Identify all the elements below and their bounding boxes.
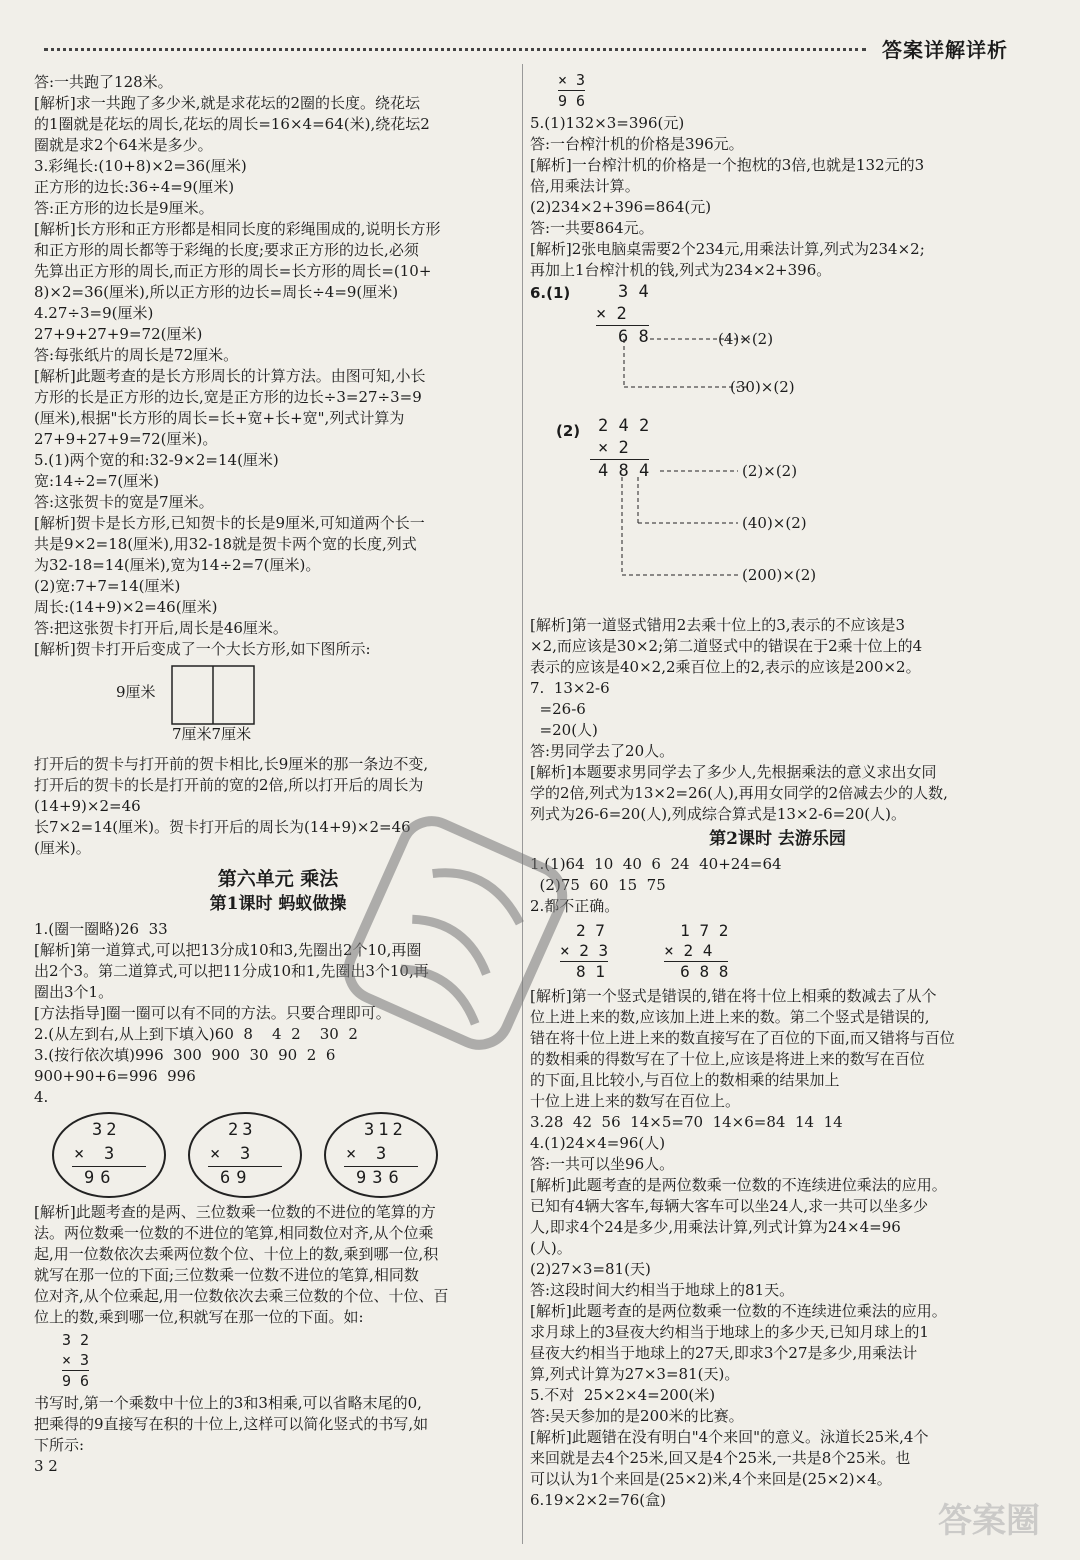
- left-d-line: 位对齐,从个位乘起,用一位数依次去乘三位数的个位、十位、百: [34, 1287, 449, 1305]
- left-a-line: 方形的长是正方形的边长,宽是正方形的边长÷3=27÷3=9: [34, 388, 422, 406]
- q2-v1-result: 8 1: [560, 961, 608, 982]
- q6-v2-mul: × 2: [598, 438, 629, 458]
- left-c-line: [解析]第一道算式,可以把13分成10和3,先圈出2个10,再圈: [34, 941, 422, 959]
- left-c-line: [方法指导]圈一圈可以有不同的方法。只要合理即可。: [34, 1004, 391, 1022]
- example-mul: × 3: [62, 1351, 90, 1369]
- right-b-line: =26-6: [530, 700, 586, 718]
- card-height-label: 9厘米: [116, 683, 156, 701]
- right-a-line: [解析]2张电脑桌需要2个234元,用乘法计算,列式为234×2;: [530, 240, 925, 258]
- q6-v1-top: 3 4: [618, 282, 649, 302]
- right-b-line: 学的2倍,列式为13×2=26(人),再用女同学的2倍减去少的人数,: [530, 784, 948, 802]
- unit-title: 第六单元 乘法: [217, 868, 339, 890]
- right-d-line: 求月球上的3昼夜大约相当于地球上的多少天,已知月球上的1: [530, 1323, 929, 1341]
- q6-ann-2a: (2)×(2): [742, 462, 798, 480]
- right-b-line: =20(人): [530, 721, 598, 739]
- left-block-a: [34, 72, 522, 660]
- right-d-line: 昼夜大约相当于地球上的27天,即求3个27是多少,用乘法计: [530, 1344, 918, 1362]
- left-b-line: 打开后的贺卡的长是打开前的宽的2倍,所以打开后的周长为(14+9)×2=46: [34, 776, 424, 815]
- right-d-line: 5.不对 25×2×4=200(米): [530, 1386, 716, 1404]
- right-block-d: [530, 986, 1025, 1511]
- right-b-line: 答:男同学去了20人。: [530, 742, 675, 760]
- right-d-line: [解析]第一个竖式是错误的,错在将十位上相乘的数减去了从个: [530, 987, 937, 1005]
- left-a-line: 正方形的边长:36÷4=9(厘米): [34, 178, 235, 196]
- right-d-line: 可以认为1个来回是(25×2)米,4个来回是(25×2)×4。: [530, 1470, 892, 1488]
- q2-v1-top: 2 7: [576, 921, 605, 940]
- circle-result: 69: [220, 1168, 253, 1188]
- right-a-line: [解析]一台榨汁机的价格是一个抱枕的3倍,也就是132元的3: [530, 156, 925, 174]
- example-vertical-calc: [62, 1330, 522, 1391]
- q2-v2-mul: × 2 4: [664, 941, 713, 960]
- left-a-line: [解析]贺卡打开后变成了一个大长方形,如下图所示:: [34, 640, 371, 658]
- left-c-line: 900+90+6=996 996: [34, 1067, 196, 1085]
- right-d-line: 6.19×2×2=76(盒): [530, 1491, 666, 1509]
- q6-v1-mul: × 2: [596, 304, 627, 324]
- left-a-line: [解析]长方形和正方形都是相同长度的彩绳围成的,说明长方形: [34, 220, 441, 238]
- left-a-line: 4.27÷3=9(厘米): [34, 304, 154, 322]
- circle-top: 312: [364, 1120, 407, 1140]
- circle-top: 23: [228, 1120, 257, 1140]
- right-a-line: (2)234×2+396=864(元): [530, 198, 712, 216]
- q6-label-2: (2): [556, 422, 581, 440]
- q6-ann-1a: (4)×(2): [718, 330, 774, 348]
- left-c-line: 4.: [34, 1088, 49, 1106]
- right-d-line: 位上进上来的数,应该加上进上来的数。第二个竖式是错误的,: [530, 1008, 930, 1026]
- left-a-line: 8)×2=36(厘米),所以正方形的边长=周长÷4=9(厘米): [34, 283, 399, 301]
- right-d-line: 的下面,且比较小,与百位上的数相乘的结果加上: [530, 1071, 840, 1089]
- right-a-line: 5.(1)132×3=396(元): [530, 114, 685, 132]
- corner-logo: 答案圈: [938, 1501, 1040, 1541]
- q6-label-1: 6.(1): [530, 284, 571, 302]
- circle-result: 936: [356, 1168, 405, 1188]
- left-c-line: 2.(从左到右,从上到下填入)60 8 4 2 30 2: [34, 1025, 358, 1043]
- left-e-line: 3 2: [34, 1457, 58, 1475]
- right-d-line: 的数相乘的得数写在了十位上,应该是将进上来的数写在百位: [530, 1050, 925, 1068]
- left-a-line: [解析]贺卡是长方形,已知贺卡的长是9厘米,可知道两个长一: [34, 514, 425, 532]
- left-d-line: 位上的数,乘到哪一位,积就写在那一位的下面。如:: [34, 1308, 364, 1326]
- right-block-b: [530, 615, 1025, 825]
- left-a-line: 3.彩绳长:(10+8)×2=36(厘米): [34, 157, 247, 175]
- right-d-line: 十位上进上来的数写在百位上。: [530, 1092, 741, 1110]
- example-result: 9 6: [62, 1372, 90, 1390]
- circle-top: 32: [92, 1120, 121, 1140]
- right-d-line: [解析]此题错在没有明白"4个来回"的意义。泳道长25米,4个: [530, 1428, 929, 1446]
- left-a-line: 答:正方形的边长是9厘米。: [34, 199, 214, 217]
- left-d-line: 法。两位数乘一位数的不进位的笔算,相同数位对齐,从个位乘: [34, 1224, 434, 1242]
- circle-calc-1: [52, 1112, 166, 1198]
- right-d-line: 算,列式计算为27×3=81(天)。: [530, 1365, 740, 1383]
- top-vert-result: 9 6: [558, 92, 586, 110]
- right-d-line: [解析]此题考查的是两位数乘一位数的不连续进位乘法的应用。: [530, 1302, 947, 1320]
- left-e-line: 下所示:: [34, 1436, 85, 1454]
- card-width-label: 7厘米7厘米: [172, 725, 252, 743]
- lesson2-title: 第2课时 去游乐园: [709, 829, 846, 849]
- q2-v1-mul: × 2 3: [560, 941, 609, 960]
- left-d-line: [解析]此题考查的是两、三位数乘一位数的不进位的笔算的方: [34, 1203, 436, 1221]
- times-sign: ×: [346, 1144, 357, 1164]
- q2-v2-result: 6 8 8: [664, 961, 728, 982]
- q6-dashed-lines-2: [608, 455, 868, 615]
- left-a-line: [解析]求一共跑了多少米,就是求花坛的2圈的长度。绕花坛: [34, 94, 421, 112]
- right-d-line: 人,即求4个24是多少,用乘法计算,列式计算为24×4=96: [530, 1218, 901, 1236]
- left-a-line: (厘米),根据"长方形的周长=长+宽+长+宽",列式计算为: [34, 409, 405, 427]
- top-vert-mul: × 3: [558, 71, 586, 89]
- page-header: [0, 0, 1080, 62]
- q6-ann-2c: (200)×(2): [742, 566, 817, 584]
- top-vertical-calc: [558, 70, 1025, 111]
- q6-v1-result: 6 8: [596, 325, 649, 348]
- left-e-line: 书写时,第一个乘数中十位上的3和3相乘,可以省略末尾的0,: [34, 1394, 422, 1412]
- left-b-line: (厘米)。: [34, 839, 91, 857]
- left-a-line: 27+9+27+9=72(厘米)。: [34, 430, 218, 448]
- right-b-line: [解析]本题要求男同学去了多少人,先根据乘法的意义求出女同: [530, 763, 937, 781]
- left-e-line: 把乘得的9直接写在积的十位上,这样可以简化竖式的书写,如: [34, 1415, 429, 1433]
- left-a-line: 答:这张贺卡的宽是7厘米。: [34, 493, 214, 511]
- left-a-line: 为32-18=14(厘米),宽为14÷2=7(厘米)。: [34, 556, 321, 574]
- right-d-line: 答:一共可以坐96人。: [530, 1155, 675, 1173]
- right-d-line: 4.(1)24×4=96(人): [530, 1134, 666, 1152]
- left-c-line: 1.(圈一圈略)26 33: [34, 920, 168, 938]
- right-b-line: [解析]第一道竖式错用2去乘十位上的3,表示的不应该是3: [530, 616, 906, 634]
- right-a-line: 再加上1台榨汁机的钱,列式为234×2+396。: [530, 261, 832, 279]
- right-d-line: (人)。: [530, 1239, 572, 1257]
- times-sign: ×: [210, 1144, 221, 1164]
- left-a-line: 答:把这张贺卡打开后,周长是46厘米。: [34, 619, 288, 637]
- q2-vert-1: [560, 921, 608, 982]
- right-column: [530, 72, 1025, 1511]
- left-d-line: 就写在那一位的下面;三位数乘一位数不进位的笔算,相同数: [34, 1266, 419, 1284]
- left-b-line: 打开后的贺卡与打开前的贺卡相比,长9厘米的那一条边不变,: [34, 755, 429, 773]
- left-a-line: 宽:14÷2=7(厘米): [34, 472, 160, 490]
- header-dotted-rule: [44, 48, 866, 51]
- left-c-line: 圈出3个1。: [34, 983, 114, 1001]
- column-divider: [522, 64, 523, 1544]
- q6-v2-result: 4 8 4: [590, 459, 649, 482]
- left-a-line: 27+9+27+9=72(厘米): [34, 325, 203, 343]
- q6-ann-2b: (40)×(2): [742, 514, 807, 532]
- right-b-line: 7. 13×2-6: [530, 679, 610, 697]
- q2-vertical-calcs: [560, 921, 1025, 982]
- left-a-line: 共是9×2=18(厘米),用32-18就是贺卡两个宽的长度,列式: [34, 535, 417, 553]
- left-a-line: 的1圈就是花坛的周长,花坛的周长=16×4=64(米),绕花坛2: [34, 115, 430, 133]
- q6-v2-top: 2 4 2: [598, 416, 650, 436]
- left-a-line: 圈就是求2个64米是多少。: [34, 136, 213, 154]
- right-d-line: 已知有4辆大客车,每辆大客车可以坐24人,求一共可以坐多少: [530, 1197, 929, 1215]
- right-block-a: [530, 113, 1025, 281]
- left-block-d: [34, 1202, 522, 1328]
- left-d-line: 起,用一位数依次去乘两位数个位、十位上的数,乘到哪一位,积: [34, 1245, 439, 1263]
- right-c-line: 1.(1)64 10 40 6 24 40+24=64: [530, 855, 782, 873]
- circle-mul: 3: [104, 1144, 115, 1164]
- right-b-line: ×2,而应该是30×2;第二道竖式中的错误在于2乘十位上的4: [530, 637, 923, 655]
- right-d-line: 答:吴天参加的是200米的比赛。: [530, 1407, 744, 1425]
- right-a-line: 答:一共要864元。: [530, 219, 654, 237]
- right-d-line: 答:这段时间大约相当于地球上的81天。: [530, 1281, 795, 1299]
- calc-line: [72, 1166, 146, 1167]
- circle-mul: 3: [376, 1144, 387, 1164]
- left-a-line: 答:一共跑了128米。: [34, 73, 173, 91]
- right-d-line: 错在将十位上进上来的数直接写在了百位的下面,而又错将与百位: [530, 1029, 955, 1047]
- left-a-line: (2)宽:7+7=14(厘米): [34, 577, 181, 595]
- header-title: 答案详解详析: [882, 38, 1008, 62]
- example-top: 3 2: [62, 1331, 90, 1349]
- q2-vert-2: [664, 921, 728, 982]
- right-d-line: [解析]此题考查的是两位数乘一位数的不连续进位乘法的应用。: [530, 1176, 947, 1194]
- left-column: [34, 72, 522, 1477]
- left-a-line: 和正方形的周长都等于彩绳的长度;要求正方形的边长,必须: [34, 241, 419, 259]
- left-c-line: 出2个3。第二道算式,可以把11分成10和1,先圈出3个10,再: [34, 962, 429, 980]
- left-a-line: [解析]此题考查的是长方形周长的计算方法。由图可知,小长: [34, 367, 426, 385]
- left-c-line: 3.(按行依次填)996 300 900 30 90 2 6: [34, 1046, 336, 1064]
- right-c-line: (2)75 60 15 75: [530, 876, 666, 894]
- lesson1-title: 第1课时 蚂蚁做操: [209, 894, 347, 914]
- times-sign: ×: [74, 1144, 85, 1164]
- right-b-line: 表示的应该是40×2,2乘百位上的2,表示的应该是200×2。: [530, 658, 921, 676]
- left-a-line: 周长:(14+9)×2=46(厘米): [34, 598, 218, 616]
- right-a-line: 答:一台榨汁机的价格是396元。: [530, 135, 744, 153]
- left-block-b: [34, 754, 522, 859]
- right-a-line: 倍,用乘法计算。: [530, 177, 640, 195]
- right-d-line: (2)27×3=81(天): [530, 1260, 651, 1278]
- q6-ann-1b: (30)×(2): [730, 378, 795, 396]
- circle-calc-2: [188, 1112, 302, 1198]
- right-d-line: 3.28 42 56 14×5=70 14×6=84 14 14: [530, 1113, 843, 1131]
- calc-line: [344, 1166, 418, 1167]
- circle-calc-3: [324, 1112, 438, 1198]
- left-a-line: 先算出正方形的周长,而正方形的周长=长方形的周长=(10+: [34, 262, 432, 280]
- left-a-line: 答:每张纸片的周长是72厘米。: [34, 346, 239, 364]
- q2-v2-top: 1 7 2: [680, 921, 729, 940]
- right-c-line: 2.都不正确。: [530, 897, 620, 915]
- right-d-line: 来回就是去4个25米,回又是4个25米,一共是8个25米。也: [530, 1449, 911, 1467]
- right-b-line: 列式为26-6=20(人),列成综合算式是13×2-6=20(人)。: [530, 805, 906, 823]
- left-a-line: 5.(1)两个宽的和:32-9×2=14(厘米): [34, 451, 279, 469]
- left-b-line: 长7×2=14(厘米)。贺卡打开后的周长为(14+9)×2=46: [34, 818, 411, 836]
- card-diagram: [34, 662, 522, 750]
- circle-mul: 3: [240, 1144, 251, 1164]
- circle-diagrams: [52, 1112, 522, 1198]
- right-block-c: [530, 854, 1025, 917]
- left-block-c: [34, 919, 522, 1108]
- calc-line: [208, 1166, 282, 1167]
- left-block-e: [34, 1393, 522, 1477]
- circle-result: 96: [84, 1168, 117, 1188]
- q6-part2: [530, 415, 1025, 615]
